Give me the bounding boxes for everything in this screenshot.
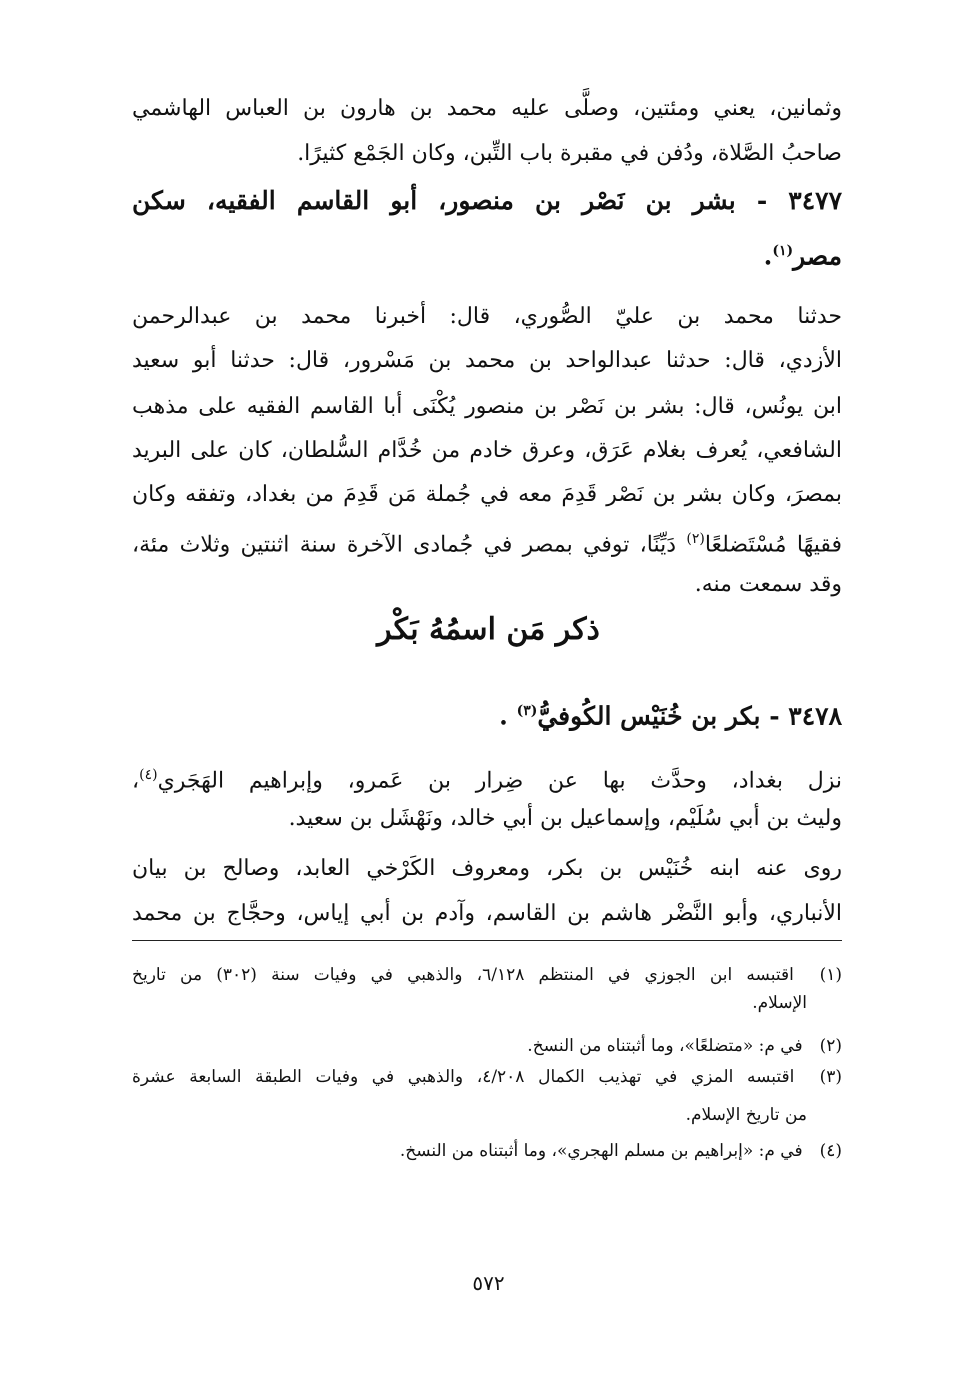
- entry-heading-3478: [132, 692, 842, 736]
- footnote-text: اقتبسه المزي في تهذيب الكمال ٤/٢٠٨، والذهبي في وفيات الطبقة السابعة عشرة: [132, 1067, 795, 1087]
- body-line: وقد سمعت منه.: [694, 572, 842, 597]
- footnote-text: في م: «متضلعًا»، وما أثبتناه من النسخ.: [527, 1036, 803, 1056]
- footnote-reference: (١): [772, 243, 794, 259]
- entry-heading-text: مصر: [793, 241, 842, 271]
- footnote-4: [132, 1138, 842, 1168]
- body-text: ،: [132, 768, 140, 794]
- body-line: الأنباري، وأبو النَّضْر هاشم بن القاسم، وآدم بن أبي إياس، وحجَّاج بن محمد: [132, 901, 842, 926]
- footnote-text: اقتبسه ابن الجوزي في المنتظم ٦/١٢٨، والذهبي في وفيات سنة (٣٠٢) من تاريخ: [132, 965, 794, 985]
- page-number: ٥٧٢: [472, 1271, 505, 1295]
- footnote-reference: (٤): [139, 767, 158, 783]
- body-text: نزل بغداد، وحدَّث بها عن ضِرار بن عَمرو، وإبراهيم الهَجَري: [157, 768, 842, 794]
- footnote-1: [132, 962, 842, 992]
- body-line: روى عنه ابنه خُنَيْس بن بكر، ومعروف الكَرْخي العابد، وصالح بن بيان: [132, 856, 842, 881]
- body-text: دَيِّنًا، توفي بمصر في جُمادى الآخرة سنة اثنتين وثلاث مئة،: [132, 532, 687, 558]
- heading-end-mark: .: [499, 701, 517, 731]
- footnote-number: (٣): [819, 1067, 843, 1087]
- footnote-reference: (٢): [686, 531, 705, 547]
- body-line: وليث بن أبي سُلَيْم، وإسماعيل بن أبي خالد، ونَهْشَل بن سعيد.: [288, 806, 842, 831]
- footnote-number: (٢): [819, 1036, 842, 1056]
- body-line: [132, 522, 842, 562]
- section-title: ذكر مَن اسمُهُ بَكْر: [377, 612, 600, 647]
- footnote-divider: [132, 940, 842, 941]
- footnote-text: في م: «إبراهيم بن مسلم الهجري»، وما أثبتناه من النسخ.: [399, 1141, 803, 1161]
- footnote-1-continued: الإسلام.: [752, 993, 807, 1013]
- footnote-3: [132, 1064, 842, 1094]
- body-line: وثمانين، يعني ومئتين، وصلَّى عليه محمد بن هارون بن العباس الهاشمي: [132, 96, 842, 121]
- heading-end-mark: .: [763, 241, 773, 271]
- footnote-3-continued: من تاريخ الإسلام.: [685, 1105, 807, 1125]
- footnote-number: (٤): [819, 1141, 842, 1161]
- entry-heading-3477-continued: [132, 232, 842, 276]
- footnote-number: (١): [819, 965, 843, 985]
- body-line: [132, 758, 842, 798]
- body-line: صاحبُ الصَّلاة، ودُفن في مقبرة باب التِّبن، وكان الجَمْع كثيرًا.: [297, 141, 842, 166]
- body-line: الأزدي، قال: حدثنا عبدالواحد بن محمد بن مَسْرور، قال: حدثنا أبو سعيد: [132, 348, 842, 373]
- body-line: ابن يونُس، قال: بشر بن نَصْر بن منصور يُكْنَى أبا القاسم الفقيه على مذهب: [132, 394, 842, 419]
- footnote-2: [132, 1033, 842, 1063]
- body-line: بمصرَ، وكان بشر بن نَصْر قَدِمَ معه في جُملة مَن قَدِمَ من بغداد، وتفقه وكان: [132, 482, 842, 507]
- body-text: فقيهًا مُسْتَضلعًا: [704, 532, 842, 558]
- footnote-reference: (٣): [516, 703, 538, 719]
- body-line: الشافعي، يُعرف بغلام عَرَق، وعرق خادم من خُدَّام السُّلطان، كان على البريد: [132, 438, 842, 463]
- entry-heading-text: ٣٤٧٨ - بكر بن خُنَيْس الكُوفيُّ: [537, 701, 842, 731]
- body-line: حدثنا محمد بن عليّ الصُّوري، قال: أخبرنا محمد بن عبدالرحمن: [132, 304, 842, 329]
- entry-heading-3477: ٣٤٧٧ - بشر بن نَصْر بن منصور، أبو القاسم الفقيه، سكن: [132, 186, 842, 215]
